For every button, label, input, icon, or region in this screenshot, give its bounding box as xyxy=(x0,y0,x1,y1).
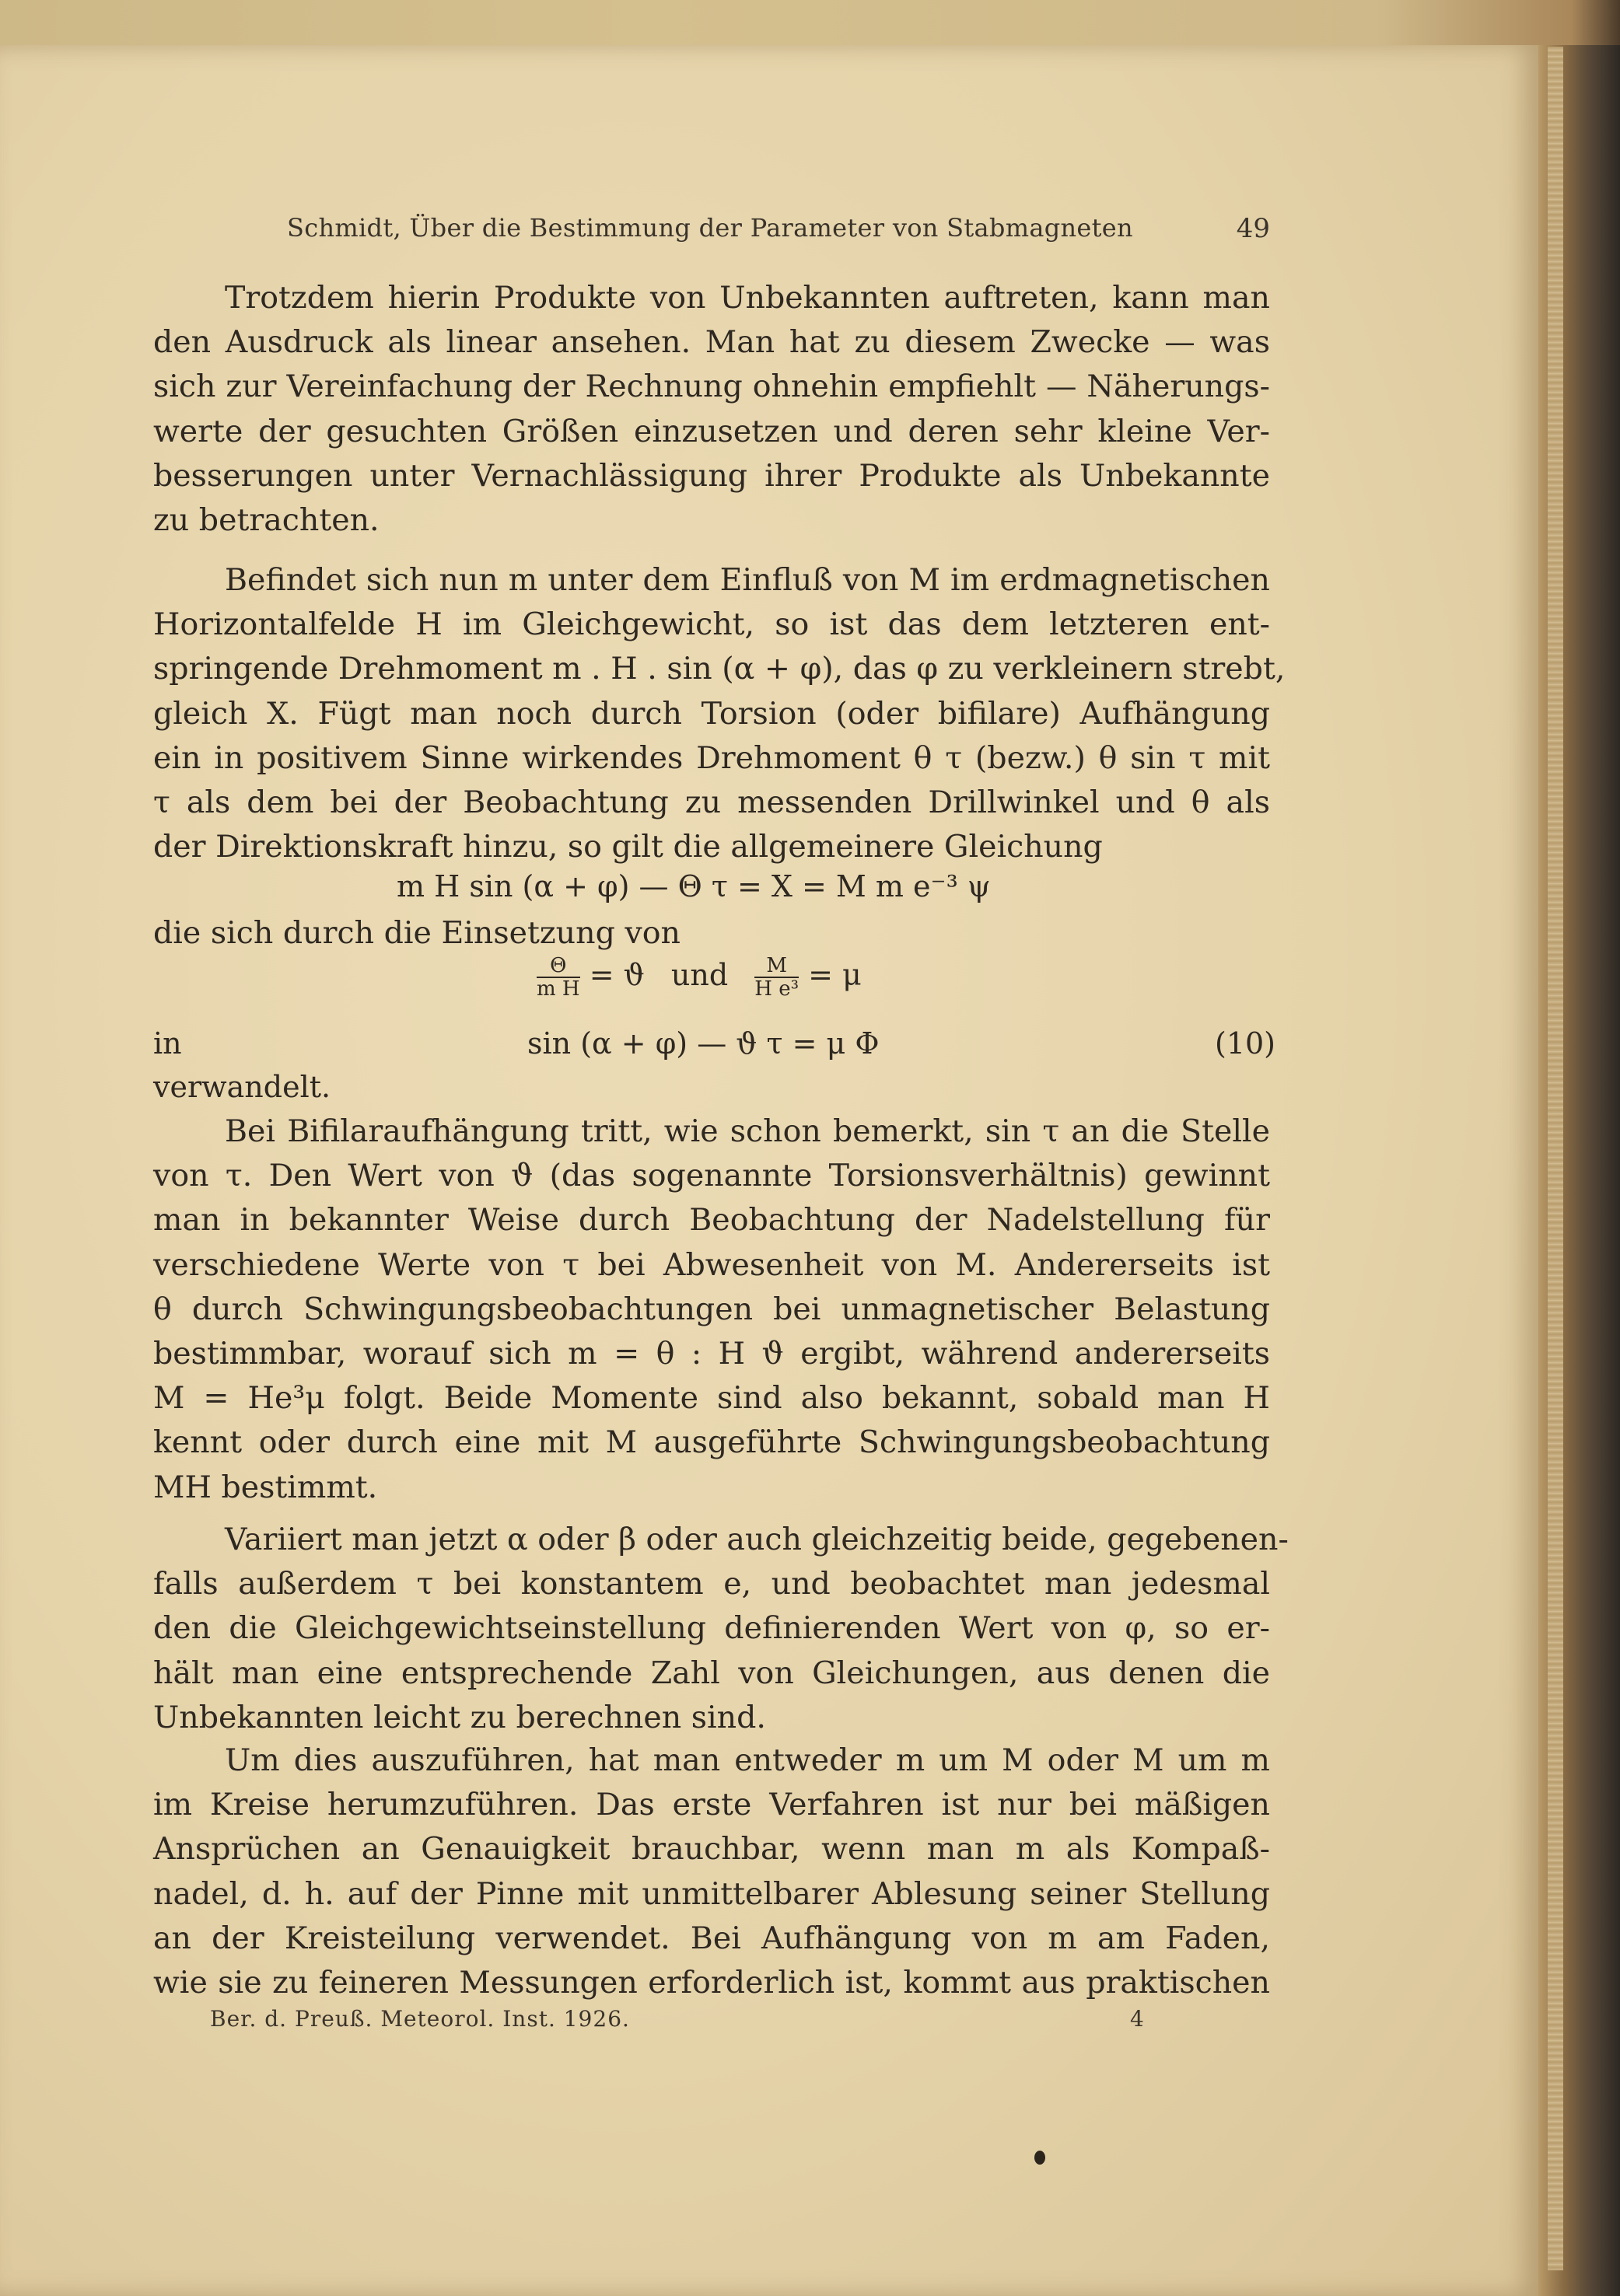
equals-vartheta: = ϑ xyxy=(589,957,645,992)
text-line: sich zur Vereinfachung der Rechnung ohnehin empfiehlt — Näherungs- xyxy=(153,369,1270,405)
text-line: zu betrachten. xyxy=(153,501,380,538)
equation-number: (10) xyxy=(1215,1026,1276,1061)
substitution-line xyxy=(537,955,862,1000)
equals-mu: = μ xyxy=(808,957,862,992)
in-label: in xyxy=(153,1026,182,1061)
text-line: kennt oder durch eine mit M ausgeführte Schwingungsbeobachtung xyxy=(153,1424,1270,1461)
sheet-number: 4 xyxy=(1130,2006,1144,2032)
text-line: falls außerdem τ bei konstantem e, und beobachtet man jedesmal xyxy=(153,1566,1270,1602)
fraction-m-over-he3 xyxy=(754,955,799,1000)
running-header xyxy=(153,208,1270,247)
fraction-denominator: H e³ xyxy=(754,977,799,1001)
text-line: bestimmbar, worauf sich m = θ : H ϑ ergibt, während andererseits xyxy=(153,1335,1270,1372)
text-line: werte der gesuchten Größen einzusetzen und deren sehr kleine Ver- xyxy=(153,413,1270,449)
verwandelt-word: verwandelt. xyxy=(153,1070,331,1104)
text-line: MH bestimmt. xyxy=(153,1469,378,1505)
text-line: besserungen unter Vernachlässigung ihrer Produkte als Unbekannte xyxy=(153,457,1270,494)
fraction-numerator: M xyxy=(754,955,799,978)
page-stack-edge xyxy=(1548,47,1563,2270)
text-line: im Kreise herumzuführen. Das erste Verfahren ist nur bei mäßigen xyxy=(153,1787,1270,1823)
text-line: M = He³μ folgt. Beide Momente sind also bekannt, sobald man H xyxy=(153,1380,1270,1417)
fraction-denominator: m H xyxy=(537,977,580,1001)
text-line: die sich durch die Einsetzung von xyxy=(153,915,681,951)
text-line: ein in positivem Sinne wirkendes Drehmoment θ τ (bezw.) θ sin τ mit xyxy=(153,739,1270,776)
text-line: Ansprüchen an Genauigkeit brauchbar, wenn man m als Kompaß- xyxy=(153,1831,1270,1868)
text-line: τ als dem bei der Beobachtung zu messenden Drillwinkel und θ als xyxy=(153,784,1270,820)
fraction-numerator: Θ xyxy=(537,955,580,978)
paragraph-6 xyxy=(153,1739,1270,2005)
text-line: verschiedene Werte von τ bei Abwesenheit von M. Andererseits ist xyxy=(153,1246,1270,1283)
text-line: Befindet sich nun m unter dem Einfluß von M im erdmagnetischen xyxy=(225,562,1270,598)
text-line: von τ. Den Wert von ϑ (das sogenannte Torsionsverhältnis) gewinnt xyxy=(153,1158,1270,1194)
text-line: man in bekannter Weise durch Beobachtung der Nadelstellung für xyxy=(153,1202,1270,1239)
text-line: springende Drehmoment m . H . sin (α + φ), das φ zu verkleinern strebt, xyxy=(153,651,1286,687)
paragraph-3 xyxy=(153,911,1270,956)
equation-10: sin (α + φ) — ϑ τ = μ Φ xyxy=(527,1026,880,1061)
text-line: nadel, d. h. auf der Pinne mit unmittelbarer Ablesung seiner Stellung xyxy=(153,1875,1270,1912)
equation-general: m H sin (α + φ) — Θ τ = X = M m e⁻³ ψ xyxy=(397,869,991,903)
text-line: θ durch Schwingungsbeobachtungen bei unmagnetischer Belastung xyxy=(153,1291,1270,1327)
text-line: wie sie zu feineren Messungen erforderlich ist, kommt aus praktischen xyxy=(153,1964,1270,2001)
text-line: Variiert man jetzt α oder β oder auch gleichzeitig beide, gegebenen- xyxy=(225,1522,1289,1557)
page-number: 49 xyxy=(1236,213,1270,244)
text-line: den Ausdruck als linear ansehen. Man hat zu diesem Zwecke — was xyxy=(153,324,1270,361)
text-line: der Direktionskraft hinzu, so gilt die allgemeinere Gleichung xyxy=(153,829,1103,865)
fraction-theta-over-mh xyxy=(537,955,580,1000)
running-title: Schmidt, Über die Bestimmung der Parameter von Stabmagneten xyxy=(287,213,1133,243)
page-footer xyxy=(210,2006,1143,2037)
paragraph-4 xyxy=(153,1110,1270,1510)
paragraph-2 xyxy=(153,558,1286,869)
ink-spot xyxy=(1034,2151,1045,2165)
text-line: Trotzdem hierin Produkte von Unbekannten auftreten, kann man xyxy=(225,280,1270,316)
paragraph-1 xyxy=(153,276,1270,543)
text-line: an der Kreisteilung verwendet. Bei Aufhängung von m am Faden, xyxy=(153,1920,1270,1956)
journal-signature: Ber. d. Preuß. Meteorol. Inst. 1926. xyxy=(210,2006,630,2032)
text-line: Unbekannten leicht zu berechnen sind. xyxy=(153,1699,766,1735)
text-line: hält man eine entsprechende Zahl von Gleichungen, aus denen die xyxy=(153,1655,1270,1691)
paragraph-5 xyxy=(153,1518,1289,1740)
text-line: gleich X. Fügt man noch durch Torsion (oder bifilare) Aufhängung xyxy=(153,695,1270,732)
text-line: Horizontalfelde H im Gleichgewicht, so ist das dem letzteren ent- xyxy=(153,606,1270,643)
text-line: Um dies auszuführen, hat man entweder m um M oder M um m xyxy=(225,1742,1270,1778)
und-word: und xyxy=(670,957,729,992)
text-line: Bei Bifilaraufhängung tritt, wie schon bemerkt, sin τ an die Stelle xyxy=(225,1113,1270,1149)
text-line: den die Gleichgewichtseinstellung definierenden Wert von φ, so er- xyxy=(153,1610,1270,1647)
